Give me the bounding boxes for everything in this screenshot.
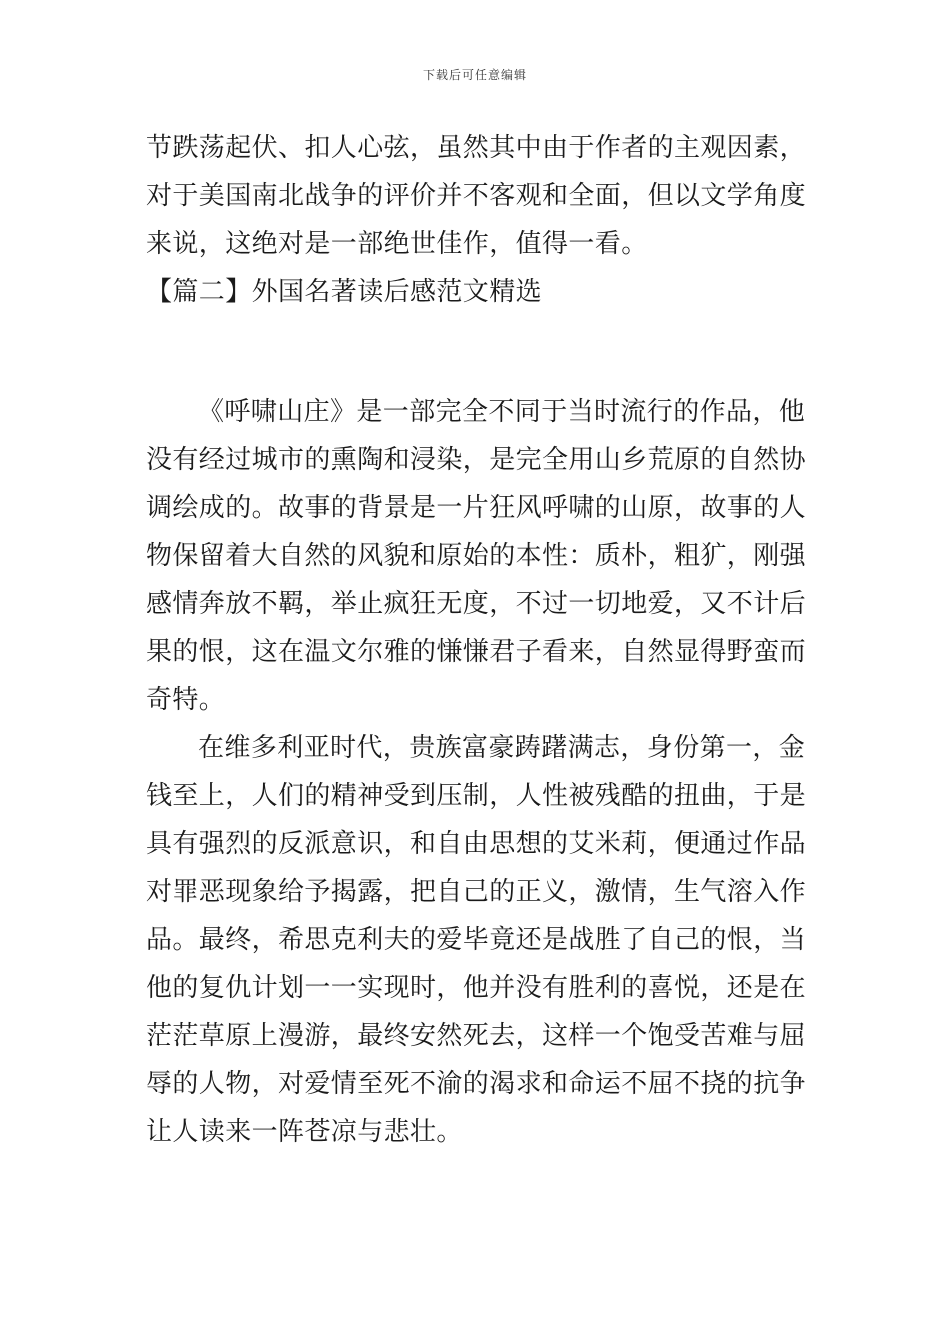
text-line: 果的恨，这在温文尔雅的慊慊君子看来，自然显得野蛮而 bbox=[146, 637, 807, 667]
text-line: 具有强烈的反派意识，和自由思想的艾米莉，便通过作品 bbox=[146, 829, 807, 859]
text-line: 让人读来一阵苍凉与悲壮。 bbox=[146, 1117, 463, 1147]
text-line: 奇特。 bbox=[146, 685, 226, 715]
section-heading: 【篇二】外国名著读后感范文精选 bbox=[146, 277, 543, 307]
page-header-note: 下载后可任意编辑 bbox=[422, 68, 527, 82]
section-spacer bbox=[146, 316, 806, 388]
text-line: 辱的人物，对爱情至死不渝的渴求和命运不屈不挠的抗争 bbox=[146, 1069, 807, 1099]
paragraph-first-line: 《呼啸山庄》是一部完全不同于当时流行的作品，他 bbox=[198, 397, 806, 427]
text-line: 对于美国南北战争的评价并不客观和全面，但以文学角度 bbox=[146, 181, 807, 211]
text-line: 感情奔放不羁，举止疯狂无度，不过一切地爱，又不计后 bbox=[146, 589, 807, 619]
text-line: 节跌荡起伏、扣人心弦，虽然其中由于作者的主观因素， bbox=[146, 133, 807, 163]
text-line: 品。最终，希思克利夫的爱毕竟还是战胜了自己的恨，当 bbox=[146, 925, 807, 955]
text-line: 物保留着大自然的风貌和原始的本性：质朴，粗犷，刚强 bbox=[146, 541, 807, 571]
text-line: 调绘成的。故事的背景是一片狂风呼啸的山原，故事的人 bbox=[146, 493, 807, 523]
paragraph-first-line: 在维多利亚时代，贵族富豪踌躇满志，身份第一，金 bbox=[198, 733, 806, 763]
text-line: 对罪恶现象给予揭露，把自己的正义，激情，生气溶入作 bbox=[146, 877, 807, 907]
text-line: 他的复仇计划一一实现时，他并没有胜利的喜悦，还是在 bbox=[146, 973, 807, 1003]
text-line: 茫茫草原上漫游，最终安然死去，这样一个饱受苦难与屈 bbox=[146, 1021, 807, 1051]
text-line: 来说，这绝对是一部绝世佳作，值得一看。 bbox=[146, 229, 648, 259]
document-body bbox=[146, 124, 806, 1156]
text-line: 没有经过城市的熏陶和浸染，是完全用山乡荒原的自然协 bbox=[146, 445, 807, 475]
text-line: 钱至上，人们的精神受到压制，人性被残酷的扭曲，于是 bbox=[146, 781, 807, 811]
